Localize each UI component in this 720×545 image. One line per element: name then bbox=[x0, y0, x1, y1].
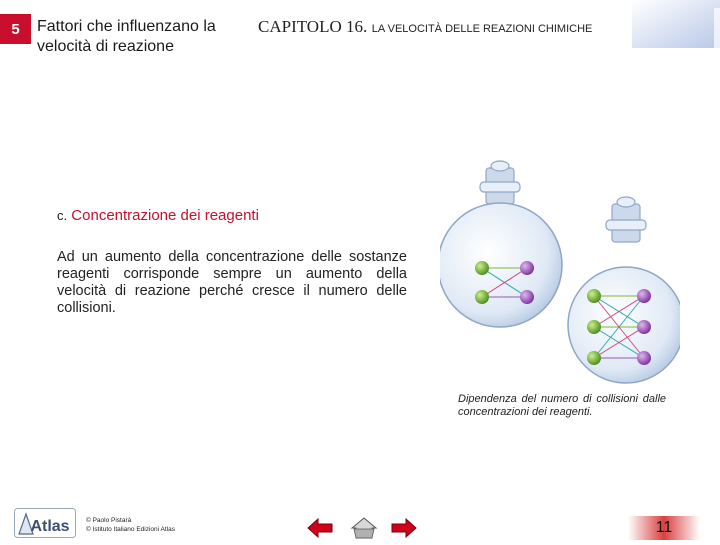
flask-low-concentration bbox=[440, 161, 562, 327]
previous-arrow-icon[interactable] bbox=[306, 516, 334, 540]
credit-author: © Paolo Pistarà bbox=[86, 517, 132, 524]
chapter-title: LA VELOCITÀ DELLE REAZIONI CHIMICHE bbox=[371, 23, 593, 35]
figure-caption: Dipendenza del numero di collisioni dalle concentrazioni dei reagenti. bbox=[458, 393, 666, 418]
chapter-label: CAPITOLO 16. bbox=[258, 17, 368, 36]
home-icon[interactable] bbox=[350, 516, 378, 540]
credit-publisher: © Istituto Italiano Edizioni Atlas bbox=[86, 526, 175, 533]
next-arrow-icon[interactable] bbox=[390, 516, 418, 540]
atlas-logo bbox=[14, 508, 76, 538]
body-paragraph: Ad un aumento della concentrazione delle sostanze reagenti corrisponde sempre un aumento della velocità di reazione perché cresce il numero delle collisioni. bbox=[57, 249, 407, 316]
flask-high-concentration bbox=[568, 197, 680, 383]
copyright-credits bbox=[86, 516, 175, 534]
page-number-box bbox=[628, 516, 700, 540]
subsection-heading bbox=[57, 207, 259, 224]
page-number: 11 bbox=[655, 519, 673, 536]
chapter-heading bbox=[258, 17, 592, 37]
corner-decoration bbox=[632, 0, 720, 48]
section-number-badge: 5 bbox=[0, 14, 31, 44]
svg-text:Atlas: Atlas bbox=[30, 518, 70, 535]
heading-letter: c. bbox=[57, 208, 68, 223]
heading-text: Concentrazione dei reagenti bbox=[71, 207, 259, 224]
section-title: Fattori che influenzano la velocità di reazione bbox=[37, 18, 216, 55]
collision-flasks-illustration bbox=[440, 160, 680, 385]
